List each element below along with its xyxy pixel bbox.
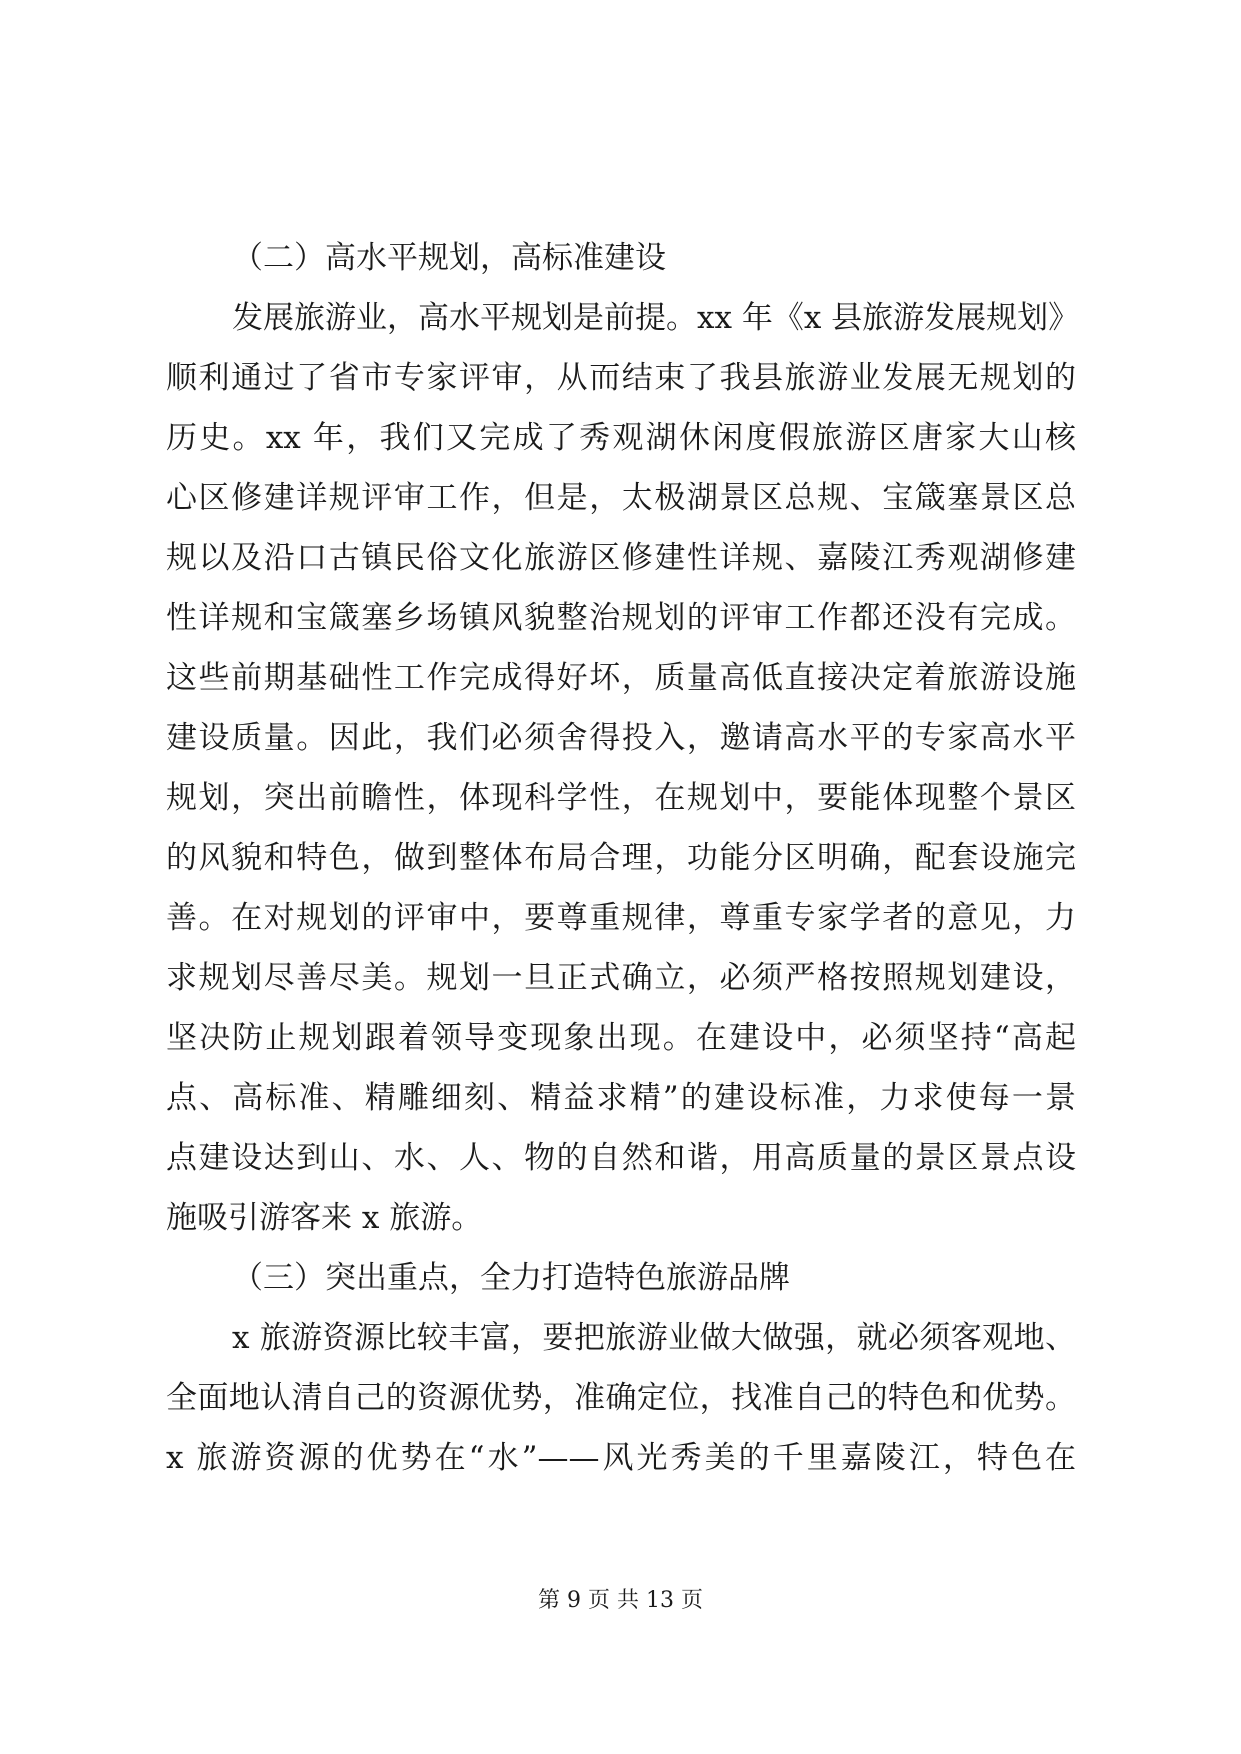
paragraph-line: 的风貌和特色，做到整体布局合理，功能分区明确，配套设施完: [166, 840, 1076, 876]
paragraph-line: 求规划尽善尽美。规划一旦正式确立，必须严格按照规划建设，: [166, 960, 1076, 996]
paragraph-line: 规以及沿口古镇民俗文化旅游区修建性详规、嘉陵江秀观湖修建: [166, 540, 1076, 576]
paragraph-line: x 旅游资源比较丰富，要把旅游业做大做强，就必须客观地、: [232, 1320, 1076, 1356]
paragraph-line: 全面地认清自己的资源优势，准确定位，找准自己的特色和优势。: [166, 1380, 1076, 1416]
paragraph-line: 这些前期基础性工作完成得好坏，质量高低直接决定着旅游设施: [166, 660, 1076, 696]
paragraph-line: 坚决防止规划跟着领导变现象出现。在建设中，必须坚持“高起: [166, 1020, 1076, 1056]
paragraph-line: 点建设达到山、水、人、物的自然和谐，用高质量的景区景点设: [166, 1140, 1076, 1176]
paragraph-line: 性详规和宝箴塞乡场镇风貌整治规划的评审工作都还没有完成。: [166, 600, 1076, 636]
paragraph-line: 心区修建详规评审工作，但是，太极湖景区总规、宝箴塞景区总: [166, 480, 1076, 516]
page-number-footer: 第 9 页 共 13 页: [538, 1588, 703, 1613]
section-heading-2: （二）高水平规划，高标准建设: [232, 240, 666, 276]
paragraph-line: 建设质量。因此，我们必须舍得投入，邀请高水平的专家高水平: [166, 720, 1076, 756]
paragraph-line: 施吸引游客来 x 旅游。: [166, 1200, 483, 1236]
document-body: [166, 228, 1080, 1488]
paragraph-brand: [166, 1308, 1076, 1488]
paragraph-line: 顺利通过了省市专家评审，从而结束了我县旅游业发展无规划的: [166, 360, 1076, 396]
section-heading-3: （三）突出重点，全力打造特色旅游品牌: [232, 1260, 790, 1296]
paragraph-line: 点、高标准、精雕细刻、精益求精”的建设标准，力求使每一景: [166, 1080, 1076, 1116]
paragraph-line: 规划，突出前瞻性，体现科学性，在规划中，要能体现整个景区: [166, 780, 1076, 816]
paragraph-line: 历史。xx 年，我们又完成了秀观湖休闲度假旅游区唐家大山核: [166, 420, 1076, 456]
paragraph-line: 善。在对规划的评审中，要尊重规律，尊重专家学者的意见，力: [166, 900, 1076, 936]
paragraph-line: 发展旅游业，高水平规划是前提。xx 年《x 县旅游发展规划》: [232, 300, 1080, 336]
paragraph-planning: [166, 288, 1080, 1248]
paragraph-line: x 旅游资源的优势在“水”——风光秀美的千里嘉陵江，特色在: [166, 1440, 1076, 1476]
